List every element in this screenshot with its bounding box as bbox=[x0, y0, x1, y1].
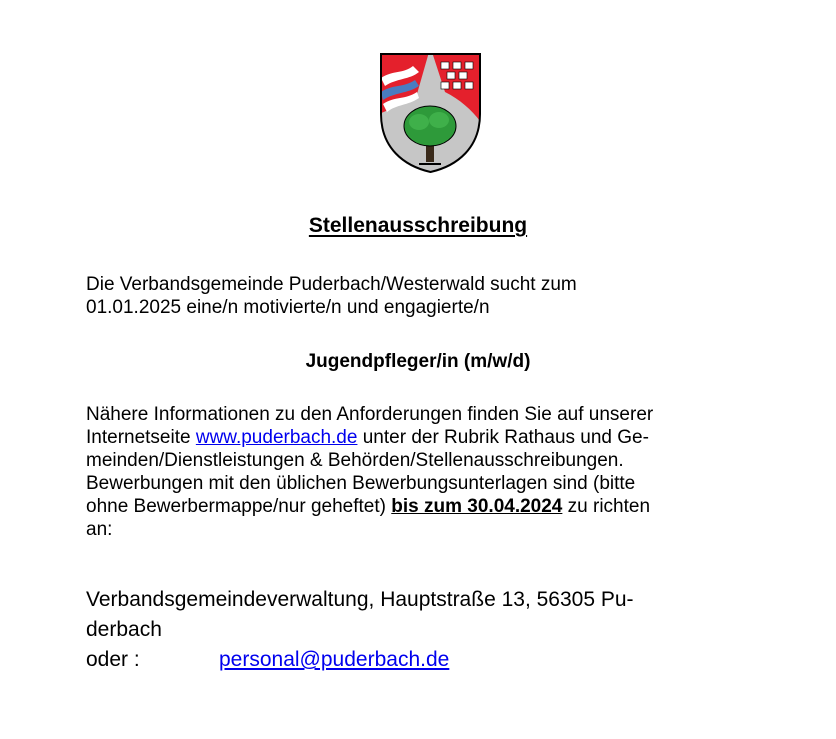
address-block bbox=[86, 585, 634, 675]
intro-paragraph bbox=[86, 273, 786, 319]
info-line-2 bbox=[86, 426, 776, 449]
or-label: oder : bbox=[86, 648, 140, 671]
website-link[interactable]: www.puderbach.de bbox=[195, 427, 358, 448]
info-line-5-after: zu richten bbox=[562, 496, 651, 517]
document-title: Stellenausschreibung bbox=[308, 214, 528, 237]
coat-of-arms-icon bbox=[379, 52, 482, 174]
address-line-1: Verbandsgemeindeverwaltung, Hauptstraße 13, 56305 Pu- bbox=[86, 588, 634, 611]
info-line-2-before: Internetseite bbox=[86, 427, 196, 448]
info-line-2-after: unter der Rubrik Rathaus und Ge- bbox=[357, 427, 649, 448]
address-line-2: derbach bbox=[86, 618, 162, 641]
contact-line bbox=[86, 645, 634, 675]
email-link[interactable]: personal@puderbach.de bbox=[219, 648, 450, 671]
intro-line-1: Die Verbandsgemeinde Puderbach/Westerwald sucht zum bbox=[86, 274, 577, 295]
intro-line-2: 01.01.2025 eine/n motivierte/n und engagierte/n bbox=[86, 297, 490, 318]
info-line-4: Bewerbungen mit den üblichen Bewerbungsunterlagen sind (bitte bbox=[86, 473, 636, 494]
info-line-5 bbox=[86, 495, 776, 518]
job-title: Jugendpfleger/in (m/w/d) bbox=[305, 351, 531, 372]
deadline-text: bis zum 30.04.2024 bbox=[391, 496, 563, 517]
info-line-1: Nähere Informationen zu den Anforderungen finden Sie auf unserer bbox=[86, 404, 654, 425]
info-line-3: meinden/Dienstleistungen & Behörden/Stellenausschreibungen. bbox=[86, 450, 624, 471]
info-paragraph bbox=[86, 403, 776, 541]
info-line-5-before: ohne Bewerbermappe/nur geheftet) bbox=[86, 496, 392, 517]
info-line-6: an: bbox=[86, 519, 113, 540]
